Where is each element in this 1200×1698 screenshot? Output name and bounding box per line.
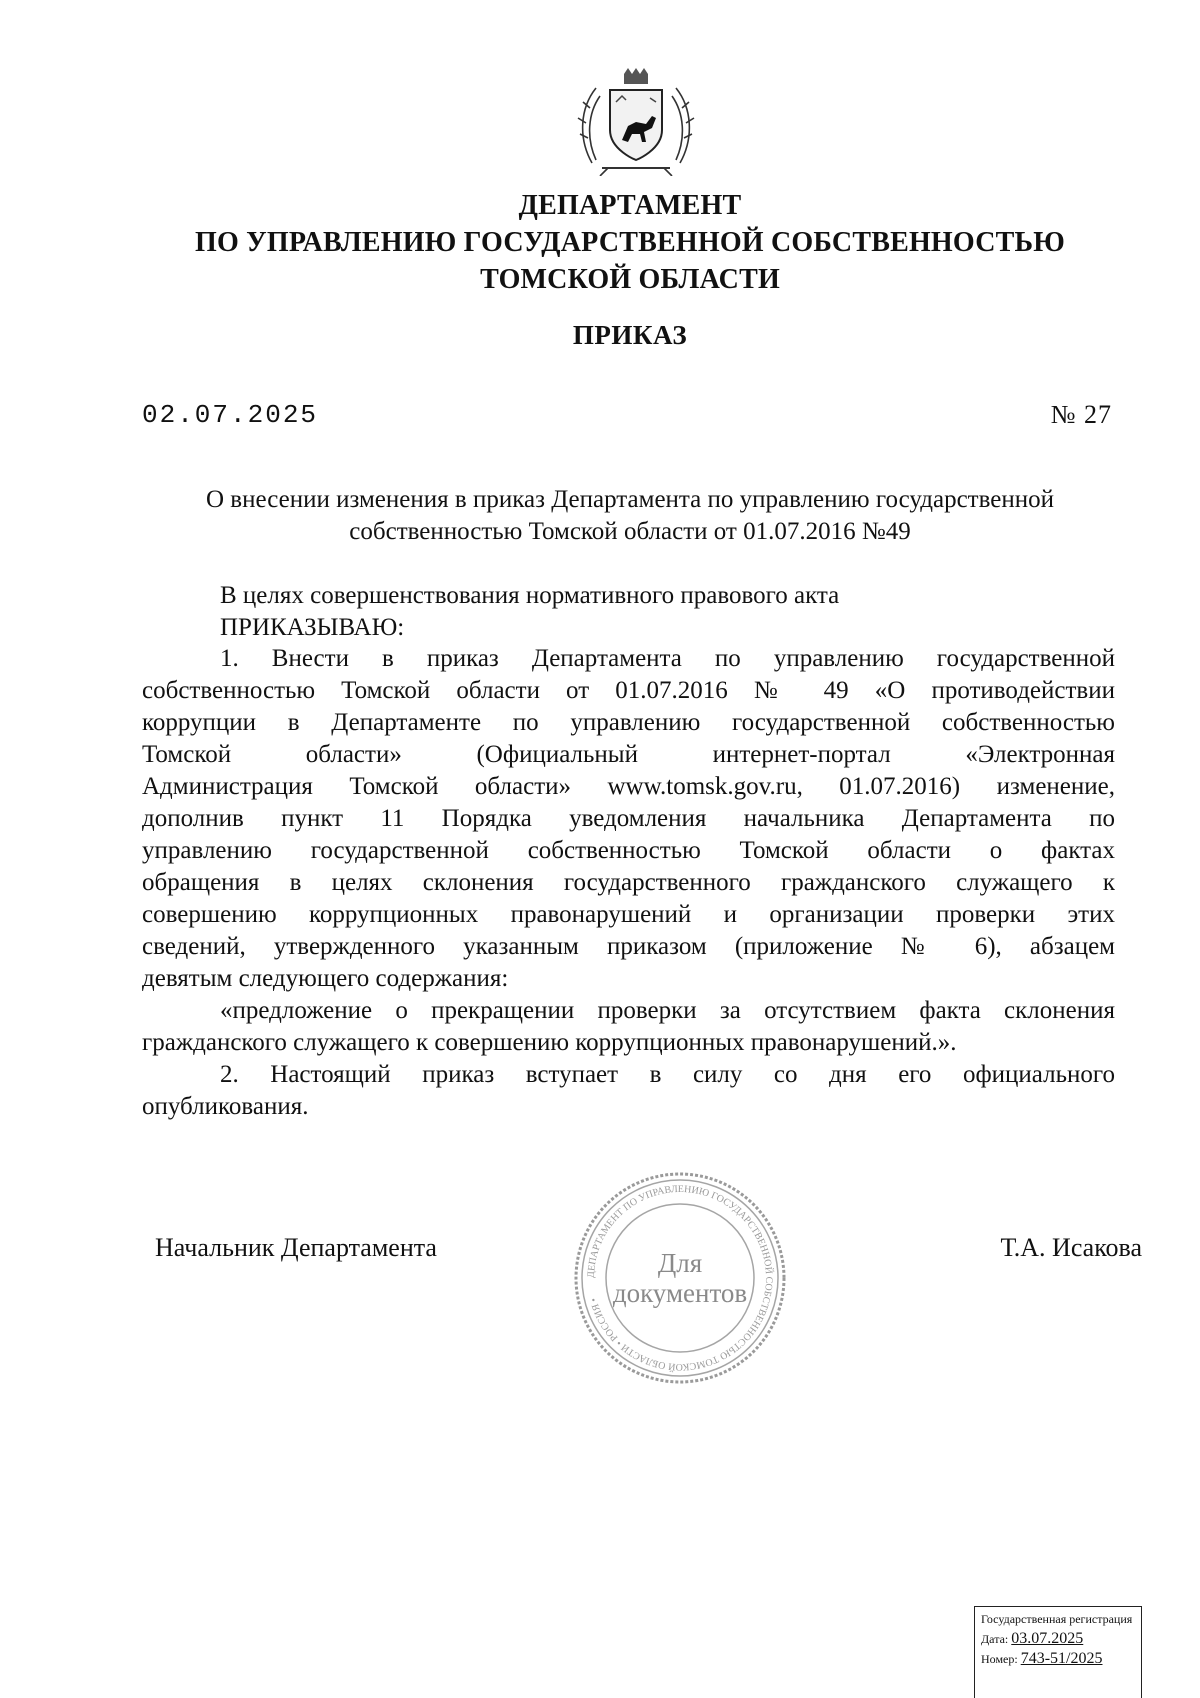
seal-ring-text: ДЕПАРТАМЕНТ ПО УПРАВЛЕНИЮ ГОСУДАРСТВЕННОЙ СОБСТВЕННОСТЬЮ ТОМСКОЙ ОБЛАСТИ • РОССИЯ •: [585, 1183, 775, 1373]
order-body: [142, 643, 1115, 1123]
paragraph-1-line: Томской области» (Официальный интернет-портал «Электронная: [142, 741, 1115, 768]
registration-number-value: 743-51/2025: [1020, 1650, 1103, 1667]
document-type-title: ПРИКАЗ: [572, 320, 688, 350]
quote-line: гражданского служащего к совершению коррупционных правонарушений.».: [142, 1029, 957, 1056]
registration-number-label: Номер:: [981, 1652, 1018, 1666]
header-line-1: ДЕПАРТАМЕНТ: [518, 190, 742, 221]
coat-of-arms-emblem: [572, 68, 700, 176]
subject-line-1: О внесении изменения в приказ Департамента по управлению государственной: [206, 486, 1054, 513]
header-line-2: ПО УПРАВЛЕНИЮ ГОСУДАРСТВЕННОЙ СОБСТВЕННОСТЬЮ: [195, 227, 1065, 258]
paragraph-1-line: 1. Внести в приказ Департамента по управлению государственной: [220, 645, 1115, 672]
order-intro: [142, 580, 1115, 644]
department-header: [100, 187, 1160, 298]
signatory-title: Начальник Департамента: [155, 1233, 437, 1262]
paragraph-1-line: сведений, утвержденного указанным приказом (приложение № 6), абзацем: [142, 933, 1115, 960]
intro-line-2: ПРИКАЗЫВАЮ:: [220, 614, 405, 641]
paragraph-1-line: собственностью Томской области от 01.07.2016 № 49 «О противодействии: [142, 677, 1115, 704]
registration-date-label: Дата:: [981, 1632, 1009, 1646]
subject-line-2: собственностью Томской области от 01.07.2016 №49: [349, 518, 911, 545]
seal-center-line-1: Для: [657, 1248, 703, 1278]
order-number: № 27: [1050, 400, 1112, 429]
paragraph-1-line: коррупции в Департаменте по управлению государственной собственностью: [142, 709, 1115, 736]
paragraph-1-line: Администрация Томской области» www.tomsk.gov.ru, 01.07.2016) изменение,: [142, 773, 1115, 800]
paragraph-2-line: опубликования.: [142, 1093, 309, 1120]
paragraph-1-line: совершению коррупционных правонарушений и организации проверки этих: [142, 901, 1115, 928]
seal-center-line-2: документов: [612, 1278, 748, 1308]
registration-title: Государственная регистрация: [981, 1612, 1133, 1626]
quote-line: «предложение о прекращении проверки за отсутствием факта склонения: [220, 997, 1115, 1024]
registration-box: [974, 1606, 1142, 1698]
paragraph-2-line: 2. Настоящий приказ вступает в силу со дня его официального: [220, 1061, 1115, 1088]
paragraph-1-line: девятым следующего содержания:: [142, 965, 509, 992]
paragraph-1-line: обращения в целях склонения государственного гражданского служащего к: [142, 869, 1115, 896]
paragraph-1-line: дополнив пункт 11 Порядка уведомления начальника Департамента по: [142, 805, 1115, 832]
official-seal-stamp: [570, 1168, 790, 1388]
header-line-3: ТОМСКОЙ ОБЛАСТИ: [480, 264, 780, 295]
intro-line-1: В целях совершенствования нормативного правового акта: [220, 582, 840, 609]
registration-date-value: 03.07.2025: [1011, 1630, 1084, 1647]
registration-date-row: [981, 1629, 1135, 1649]
signatory-name: Т.А. Исакова: [1000, 1233, 1142, 1262]
paragraph-1-line: управлению государственной собственностью Томской области о фактах: [142, 837, 1115, 864]
order-date: 02.07.2025: [142, 400, 319, 430]
order-subject: [100, 484, 1160, 548]
registration-number-row: [981, 1649, 1135, 1669]
